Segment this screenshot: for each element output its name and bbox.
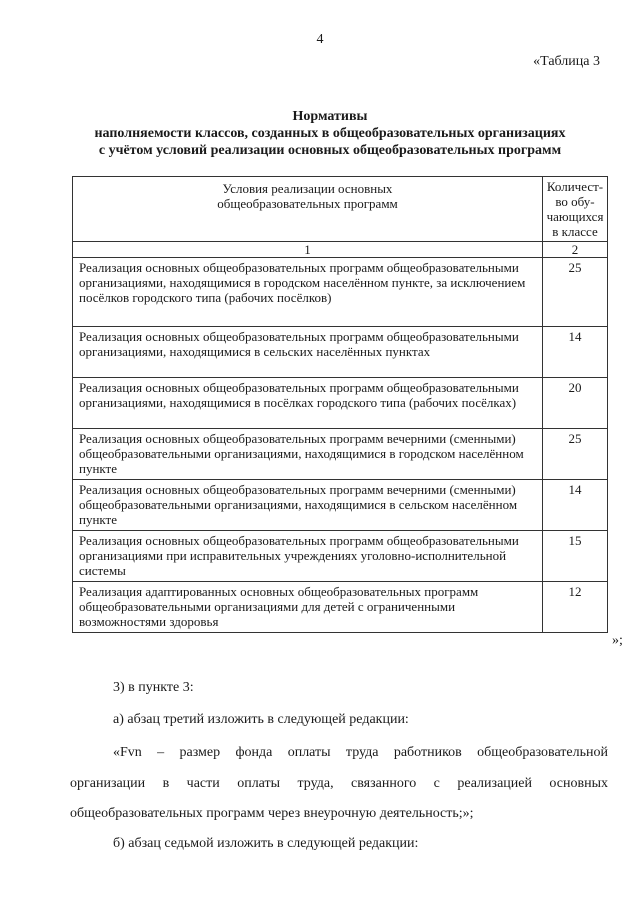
paragraph-item-a: а) абзац третий изложить в следующей редакции: bbox=[113, 712, 409, 727]
row-condition: Реализация основных общеобразовательных программ общеобразовательными организациями, находящимися в сельских населённых пунктах bbox=[73, 327, 543, 378]
table-row bbox=[73, 429, 608, 480]
column-number-2: 2 bbox=[543, 242, 608, 258]
table-subtitle-line2: с учётом условий реализации основных общеобразовательных программ bbox=[98, 143, 562, 158]
header-count-line4: в классе bbox=[552, 224, 598, 239]
table-row bbox=[73, 582, 608, 633]
table-header-row bbox=[73, 177, 608, 242]
header-count-line3: чающихся bbox=[546, 209, 604, 224]
table-title: Нормативы bbox=[292, 109, 368, 124]
row-condition: Реализация основных общеобразовательных программ вечерними (сменными) общеобразовательными организациями, находящимися в городском населённом пункте bbox=[73, 429, 543, 480]
table-row bbox=[73, 531, 608, 582]
paragraph-fvn-line2: организации в части оплаты труда, связанного с реализацией основных bbox=[70, 776, 608, 791]
page-number: 4 bbox=[316, 32, 324, 47]
row-condition: Реализация адаптированных основных общеобразовательных программ общеобразовательными организациями для детей с ограниченными возможностями здоровья bbox=[73, 582, 543, 633]
table-row bbox=[73, 327, 608, 378]
row-count: 12 bbox=[543, 582, 608, 633]
column-number-row bbox=[73, 242, 608, 258]
table-closing-quote: »; bbox=[612, 633, 623, 648]
paragraph-fvn-line1: «Fvn – размер фонда оплаты труда работников общеобразовательной bbox=[113, 745, 608, 760]
column-number-1: 1 bbox=[73, 242, 543, 258]
row-count: 14 bbox=[543, 327, 608, 378]
header-conditions bbox=[73, 177, 543, 242]
row-count: 14 bbox=[543, 480, 608, 531]
table-reference: «Таблица 3 bbox=[533, 54, 600, 69]
header-count-line2: во обу- bbox=[555, 194, 595, 209]
paragraph-item-3: 3) в пункте 3: bbox=[113, 680, 194, 695]
row-condition: Реализация основных общеобразовательных программ общеобразовательными организациями при исправительных учреждениях уголовно-исполнительной системы bbox=[73, 531, 543, 582]
paragraph-fvn-line3: общеобразовательных программ через внеурочную деятельность;»; bbox=[70, 806, 474, 821]
paragraph-item-b: б) абзац седьмой изложить в следующей редакции: bbox=[113, 836, 419, 851]
table-row bbox=[73, 258, 608, 327]
norms-table bbox=[72, 176, 608, 633]
header-conditions-line2: общеобразовательных программ bbox=[217, 196, 398, 211]
table-row bbox=[73, 378, 608, 429]
row-count: 25 bbox=[543, 429, 608, 480]
row-count: 20 bbox=[543, 378, 608, 429]
table-subtitle-line1: наполняемости классов, созданных в общеобразовательных организациях bbox=[94, 126, 566, 141]
row-condition: Реализация основных общеобразовательных программ вечерними (сменными) общеобразовательными организациями, находящимися в сельском населённом пункте bbox=[73, 480, 543, 531]
row-condition: Реализация основных общеобразовательных программ общеобразовательными организациями, находящимися в городском населённом пункте, за исключением посёлков городского типа (рабочих посёлков) bbox=[73, 258, 543, 327]
header-count bbox=[543, 177, 608, 242]
table-row bbox=[73, 480, 608, 531]
header-count-line1: Количест- bbox=[546, 179, 604, 194]
row-condition: Реализация основных общеобразовательных программ общеобразовательными организациями, находящимися в посёлках городского типа (рабочих посёлках) bbox=[73, 378, 543, 429]
row-count: 25 bbox=[543, 258, 608, 327]
row-count: 15 bbox=[543, 531, 608, 582]
header-conditions-line1: Условия реализации основных bbox=[222, 181, 393, 196]
